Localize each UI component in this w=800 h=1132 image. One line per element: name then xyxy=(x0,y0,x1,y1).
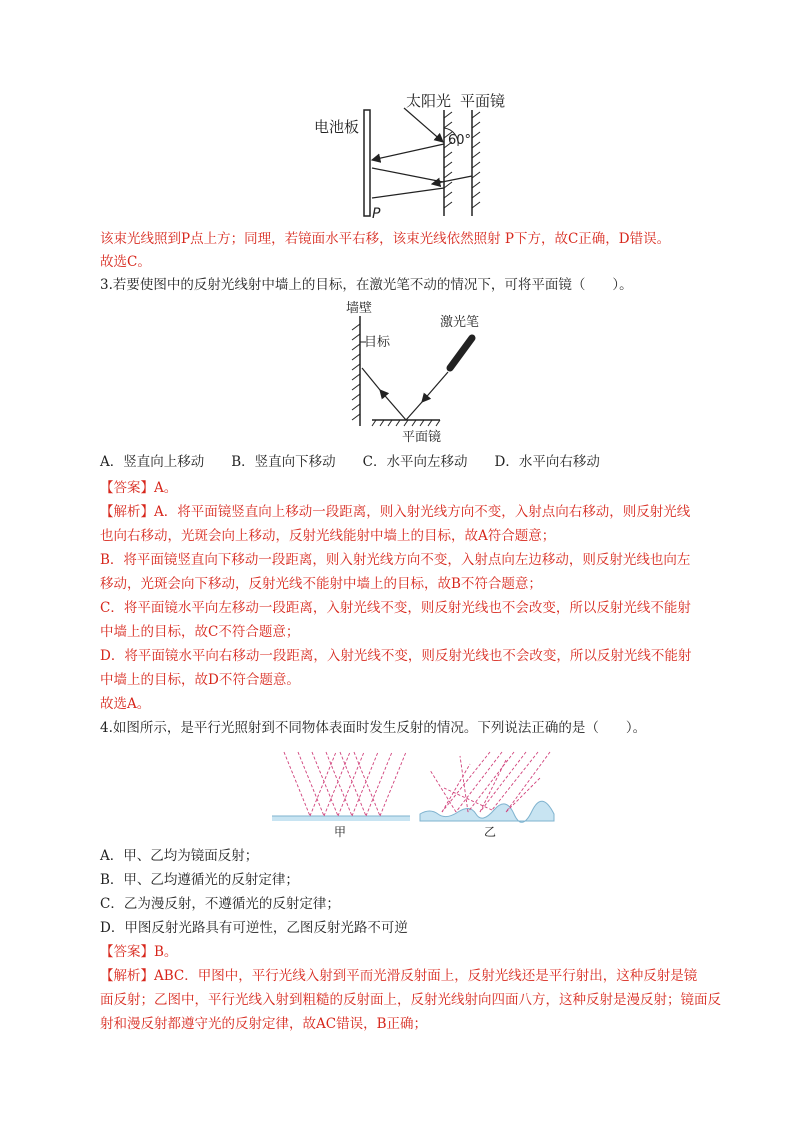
question-4-option-d: D．甲图反射光路具有可逆性，乙图反射光路不可逆 xyxy=(100,920,408,936)
text-line: 【解析】ABC．甲图中，平行光线入射到平而光滑反射面上，反射光线还是平行射出，这种反射是镜 xyxy=(100,968,698,984)
question-4-option-c: C．乙为漫反射，不遵循光的反射定律； xyxy=(100,896,340,912)
label-sunlight: 太阳光 xyxy=(406,92,452,110)
label-yi: 乙 xyxy=(484,825,497,839)
text-line: 移动，光斑会向下移动，反射光线不能射中墙上的目标，故B不符合题意； xyxy=(100,576,542,592)
text-line: 中墙上的目标，故C不符合题意； xyxy=(100,624,300,640)
text-line: D．将平面镜水平向右移动一段距离，入射光线不变，则反射光线也不会改变，所以反射光线不能射 xyxy=(100,648,692,664)
text-line: C．将平面镜水平向左移动一段距离，入射光线不变，则反射光线也不会改变，所以反射光线不能射 xyxy=(100,600,691,616)
question-3-options: A．竖直向上移动 B．竖直向下移动 C．水平向左移动 D．水平向右移动 xyxy=(100,454,600,470)
rays-yi xyxy=(430,752,550,812)
answer-3: 【答案】A。 xyxy=(100,480,178,496)
label-plane-mirror: 平面镜 xyxy=(402,430,442,445)
question-4: 4.如图所示，是平行光照射到不同物体表面时发生反射的情况。下列说法正确的是（ ）。 xyxy=(100,720,647,736)
label-angle: 60° xyxy=(448,133,472,148)
text-line: 中墙上的目标，故D不符合题意。 xyxy=(100,672,300,688)
battery-panel xyxy=(364,110,370,216)
question-3: 3.若要使图中的反射光线射中墙上的目标，在激光笔不动的情况下，可将平面镜（ ）。 xyxy=(100,277,633,293)
label-jia: 甲 xyxy=(334,825,347,839)
label-target: 目标 xyxy=(364,335,391,350)
text-line: 面反射；乙图中，平行光线入射到粗糙的反射面上，反射光线射向四面八方，这种反射是漫反射；镜面反 xyxy=(100,992,721,1008)
reflection-figure xyxy=(270,748,560,840)
text-line: 故选A。 xyxy=(100,696,151,712)
laser-pen xyxy=(450,338,472,368)
rough-surface xyxy=(420,801,554,822)
label-laser-pen: 激光笔 xyxy=(440,315,480,330)
question-4-option-b: B．甲、乙均遵循光的反射定律； xyxy=(100,872,299,888)
label-wall: 墙壁 xyxy=(346,301,373,316)
rays-jia xyxy=(284,752,406,816)
text-line: B．将平面镜竖直向下移动一段距离，则入射光线方向不变，入射点向左边移动，则反射光线也向左 xyxy=(100,552,691,568)
sun-ray xyxy=(404,108,443,142)
solar-panel-figure xyxy=(300,88,530,223)
label-point-p: P xyxy=(372,206,381,222)
text-line: 故选C。 xyxy=(100,254,151,270)
question-4-option-a: A．甲、乙均为镜面反射； xyxy=(100,848,259,864)
label-battery-panel: 电池板 xyxy=(314,118,360,136)
mirror-hatch-left xyxy=(444,112,452,208)
answer-4: 【答案】B。 xyxy=(100,944,178,960)
text-line: 该束光线照到P点上方；同理，若镜面水平右移，该束光线依然照射 P下方，故C正确，D错误。 xyxy=(100,231,671,247)
text-line: 射和漫反射都遵守光的反射定律，故AC错误，B正确； xyxy=(100,1016,427,1032)
laser-wall-figure xyxy=(330,298,500,446)
text-line: 【解析】A．将平面镜竖直向上移动一段距离，则入射光线方向不变，入射点向右移动，则反射光线 xyxy=(100,504,691,520)
label-plane-mirror: 平面镜 xyxy=(460,92,506,110)
smooth-surface xyxy=(272,816,410,821)
mirror-hatch-right xyxy=(472,112,480,208)
text-line: 也向右移动，光斑会向上移动，反射光线能射中墙上的目标，故A符合题意； xyxy=(100,528,556,544)
